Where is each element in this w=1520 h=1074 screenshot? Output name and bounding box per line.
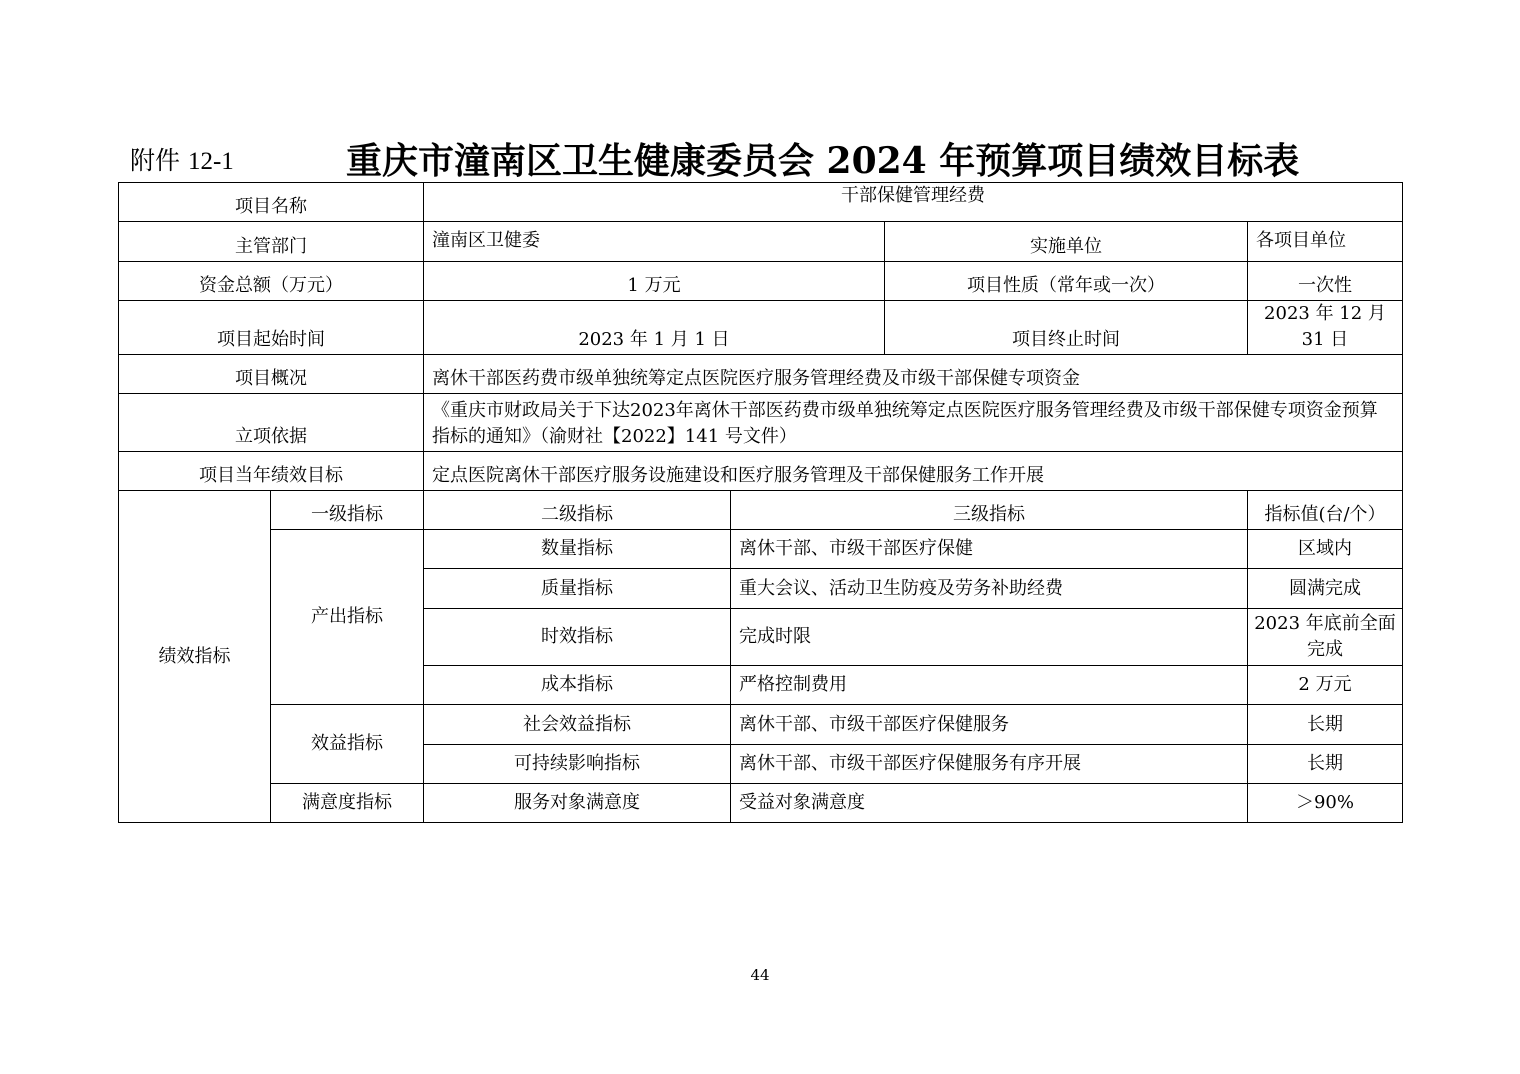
row-indicator-headers	[119, 491, 1403, 530]
basis-label: 立项依据	[119, 394, 424, 452]
goal-value: 定点医院离休干部医疗服务设施建设和医疗服务管理及干部保健服务工作开展	[424, 452, 1403, 491]
overview-label: 项目概况	[119, 355, 424, 394]
level3-cell: 严格控制费用	[731, 666, 1248, 705]
level3-cell: 离休干部、市级干部医疗保健	[731, 530, 1248, 569]
indicator-value-cell: ＞90%	[1248, 784, 1403, 823]
table-row	[119, 784, 1403, 823]
table-row	[119, 530, 1403, 569]
page-title: 重庆市潼南区卫生健康委员会 2024 年预算项目绩效目标表	[346, 140, 1300, 182]
implementer-label: 实施单位	[885, 222, 1248, 262]
level2-cell: 可持续影响指标	[424, 745, 731, 784]
end-time-label: 项目终止时间	[885, 301, 1248, 355]
header-level3: 三级指标	[731, 491, 1248, 530]
indicator-value-cell: 2023 年底前全面完成	[1248, 609, 1403, 666]
row-project-name	[119, 183, 1403, 222]
row-goal	[119, 452, 1403, 491]
attachment-number: 12-1	[187, 148, 234, 175]
row-time	[119, 301, 1403, 355]
overview-value: 离休干部医药费市级单独统筹定点医院医疗服务管理经费及市级干部保健专项资金	[424, 355, 1403, 394]
header-level2: 二级指标	[424, 491, 731, 530]
nature-value: 一次性	[1248, 262, 1403, 301]
header-value: 指标值(台/个）	[1248, 491, 1403, 530]
level2-cell: 社会效益指标	[424, 705, 731, 745]
level2-cell: 时效指标	[424, 609, 731, 666]
project-name-value: 干部保健管理经费	[424, 183, 1403, 222]
start-time-value: 2023 年 1 月 1 日	[424, 301, 885, 355]
funds-value: 1 万元	[424, 262, 885, 301]
level3-cell: 完成时限	[731, 609, 1248, 666]
indicator-value-cell: 区域内	[1248, 530, 1403, 569]
level3-cell: 离休干部、市级干部医疗保健服务有序开展	[731, 745, 1248, 784]
indicator-value-cell: 长期	[1248, 705, 1403, 745]
satisfaction-indicator-label: 满意度指标	[271, 784, 424, 823]
end-time-value: 2023 年 12 月 31 日	[1248, 301, 1403, 355]
row-overview	[119, 355, 1403, 394]
level3-cell: 受益对象满意度	[731, 784, 1248, 823]
level2-cell: 数量指标	[424, 530, 731, 569]
page-number: 44	[750, 966, 770, 984]
level2-cell: 成本指标	[424, 666, 731, 705]
performance-label: 绩效指标	[119, 491, 271, 823]
level3-cell: 重大会议、活动卫生防疫及劳务补助经费	[731, 569, 1248, 609]
indicator-value-cell: 2 万元	[1248, 666, 1403, 705]
funds-label: 资金总额（万元）	[119, 262, 424, 301]
header-level1: 一级指标	[271, 491, 424, 530]
indicator-value-cell: 长期	[1248, 745, 1403, 784]
indicator-value-cell: 圆满完成	[1248, 569, 1403, 609]
level2-cell: 服务对象满意度	[424, 784, 731, 823]
table-row	[119, 705, 1403, 745]
nature-label: 项目性质（常年或一次）	[885, 262, 1248, 301]
department-label: 主管部门	[119, 222, 424, 262]
department-value: 潼南区卫健委	[424, 222, 885, 262]
start-time-label: 项目起始时间	[119, 301, 424, 355]
row-funds	[119, 262, 1403, 301]
benefit-indicator-label: 效益指标	[271, 705, 424, 784]
level2-cell: 质量指标	[424, 569, 731, 609]
implementer-value: 各项目单位	[1248, 222, 1403, 262]
project-name-label: 项目名称	[119, 183, 424, 222]
performance-table	[118, 182, 1403, 823]
attachment-label	[130, 141, 234, 177]
row-basis	[119, 394, 1403, 452]
level3-cell: 离休干部、市级干部医疗保健服务	[731, 705, 1248, 745]
attachment-label-text: 附件	[130, 146, 188, 175]
basis-value: 《重庆市财政局关于下达2023年离休干部医药费市级单独统筹定点医院医疗服务管理经费及市级干部保健专项资金预算指标的通知》（渝财社【2022】141 号文件）	[424, 394, 1403, 452]
goal-label: 项目当年绩效目标	[119, 452, 424, 491]
output-indicator-label: 产出指标	[271, 530, 424, 705]
row-department	[119, 222, 1403, 262]
